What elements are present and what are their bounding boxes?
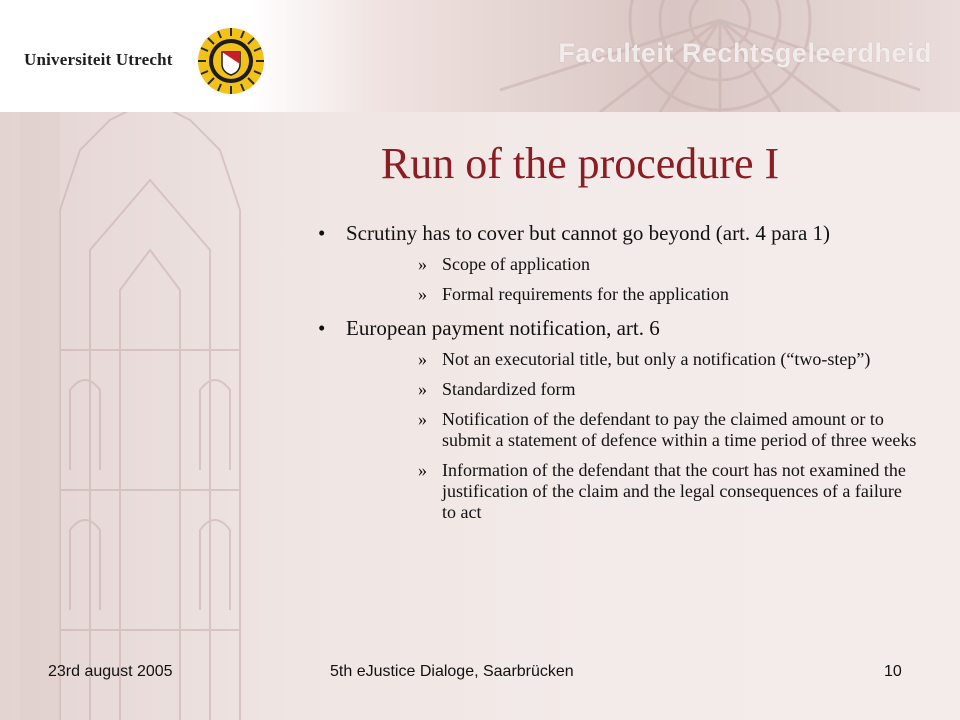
sub-bullet-text: Formal requirements for the application (442, 284, 729, 304)
sub-bullet-item (318, 284, 918, 305)
bullet-glyph: • (318, 221, 326, 245)
sub-bullet-text: Scope of application (442, 254, 590, 274)
slide-content (318, 220, 918, 533)
sub-bullet-glyph: » (418, 349, 427, 369)
sub-bullet-text: Not an executorial title, but only a notification (“two-step”) (442, 349, 871, 369)
sub-bullet-item (318, 254, 918, 275)
cathedral-tower-watermark (0, 90, 300, 720)
sub-bullet-text: Notification of the defendant to pay the claimed amount or to submit a statement of defence within a time period of three weeks (442, 409, 917, 450)
sub-bullet-item (318, 379, 918, 400)
footer-event: 5th eJustice Dialoge, Saarbrücken (330, 663, 574, 680)
bullet-text: Scrutiny has to cover but cannot go beyond (art. 4 para 1) (346, 221, 831, 245)
sub-bullet-text: Standardized form (442, 379, 576, 399)
sub-bullet-text: Information of the defendant that the court has not examined the justification of the claim and the legal consequences of a failure to act (442, 460, 906, 522)
sub-bullet-glyph: » (418, 409, 427, 429)
slide-title: Run of the procedure I (380, 139, 780, 188)
bullet-glyph: • (318, 316, 326, 340)
sub-bullet-item (318, 460, 918, 523)
sub-bullet-item (318, 409, 918, 451)
bullet-item (318, 315, 918, 341)
sub-bullet-item (318, 349, 918, 370)
sub-bullet-list (318, 349, 918, 523)
footer-date: 23rd august 2005 (48, 663, 173, 680)
slide-number: 10 (884, 663, 902, 680)
sub-bullet-list (318, 254, 918, 305)
sub-bullet-glyph: » (418, 284, 427, 304)
university-name: Universiteit Utrecht (24, 50, 173, 69)
sub-bullet-glyph: » (418, 379, 427, 399)
bullet-text: European payment notification, art. 6 (346, 316, 660, 340)
sub-bullet-glyph: » (418, 254, 427, 274)
faculty-name: Faculteit Rechtsgeleerdheid (558, 38, 932, 68)
bullet-item (318, 220, 918, 246)
sub-bullet-glyph: » (418, 460, 427, 480)
university-seal-icon (196, 26, 266, 96)
